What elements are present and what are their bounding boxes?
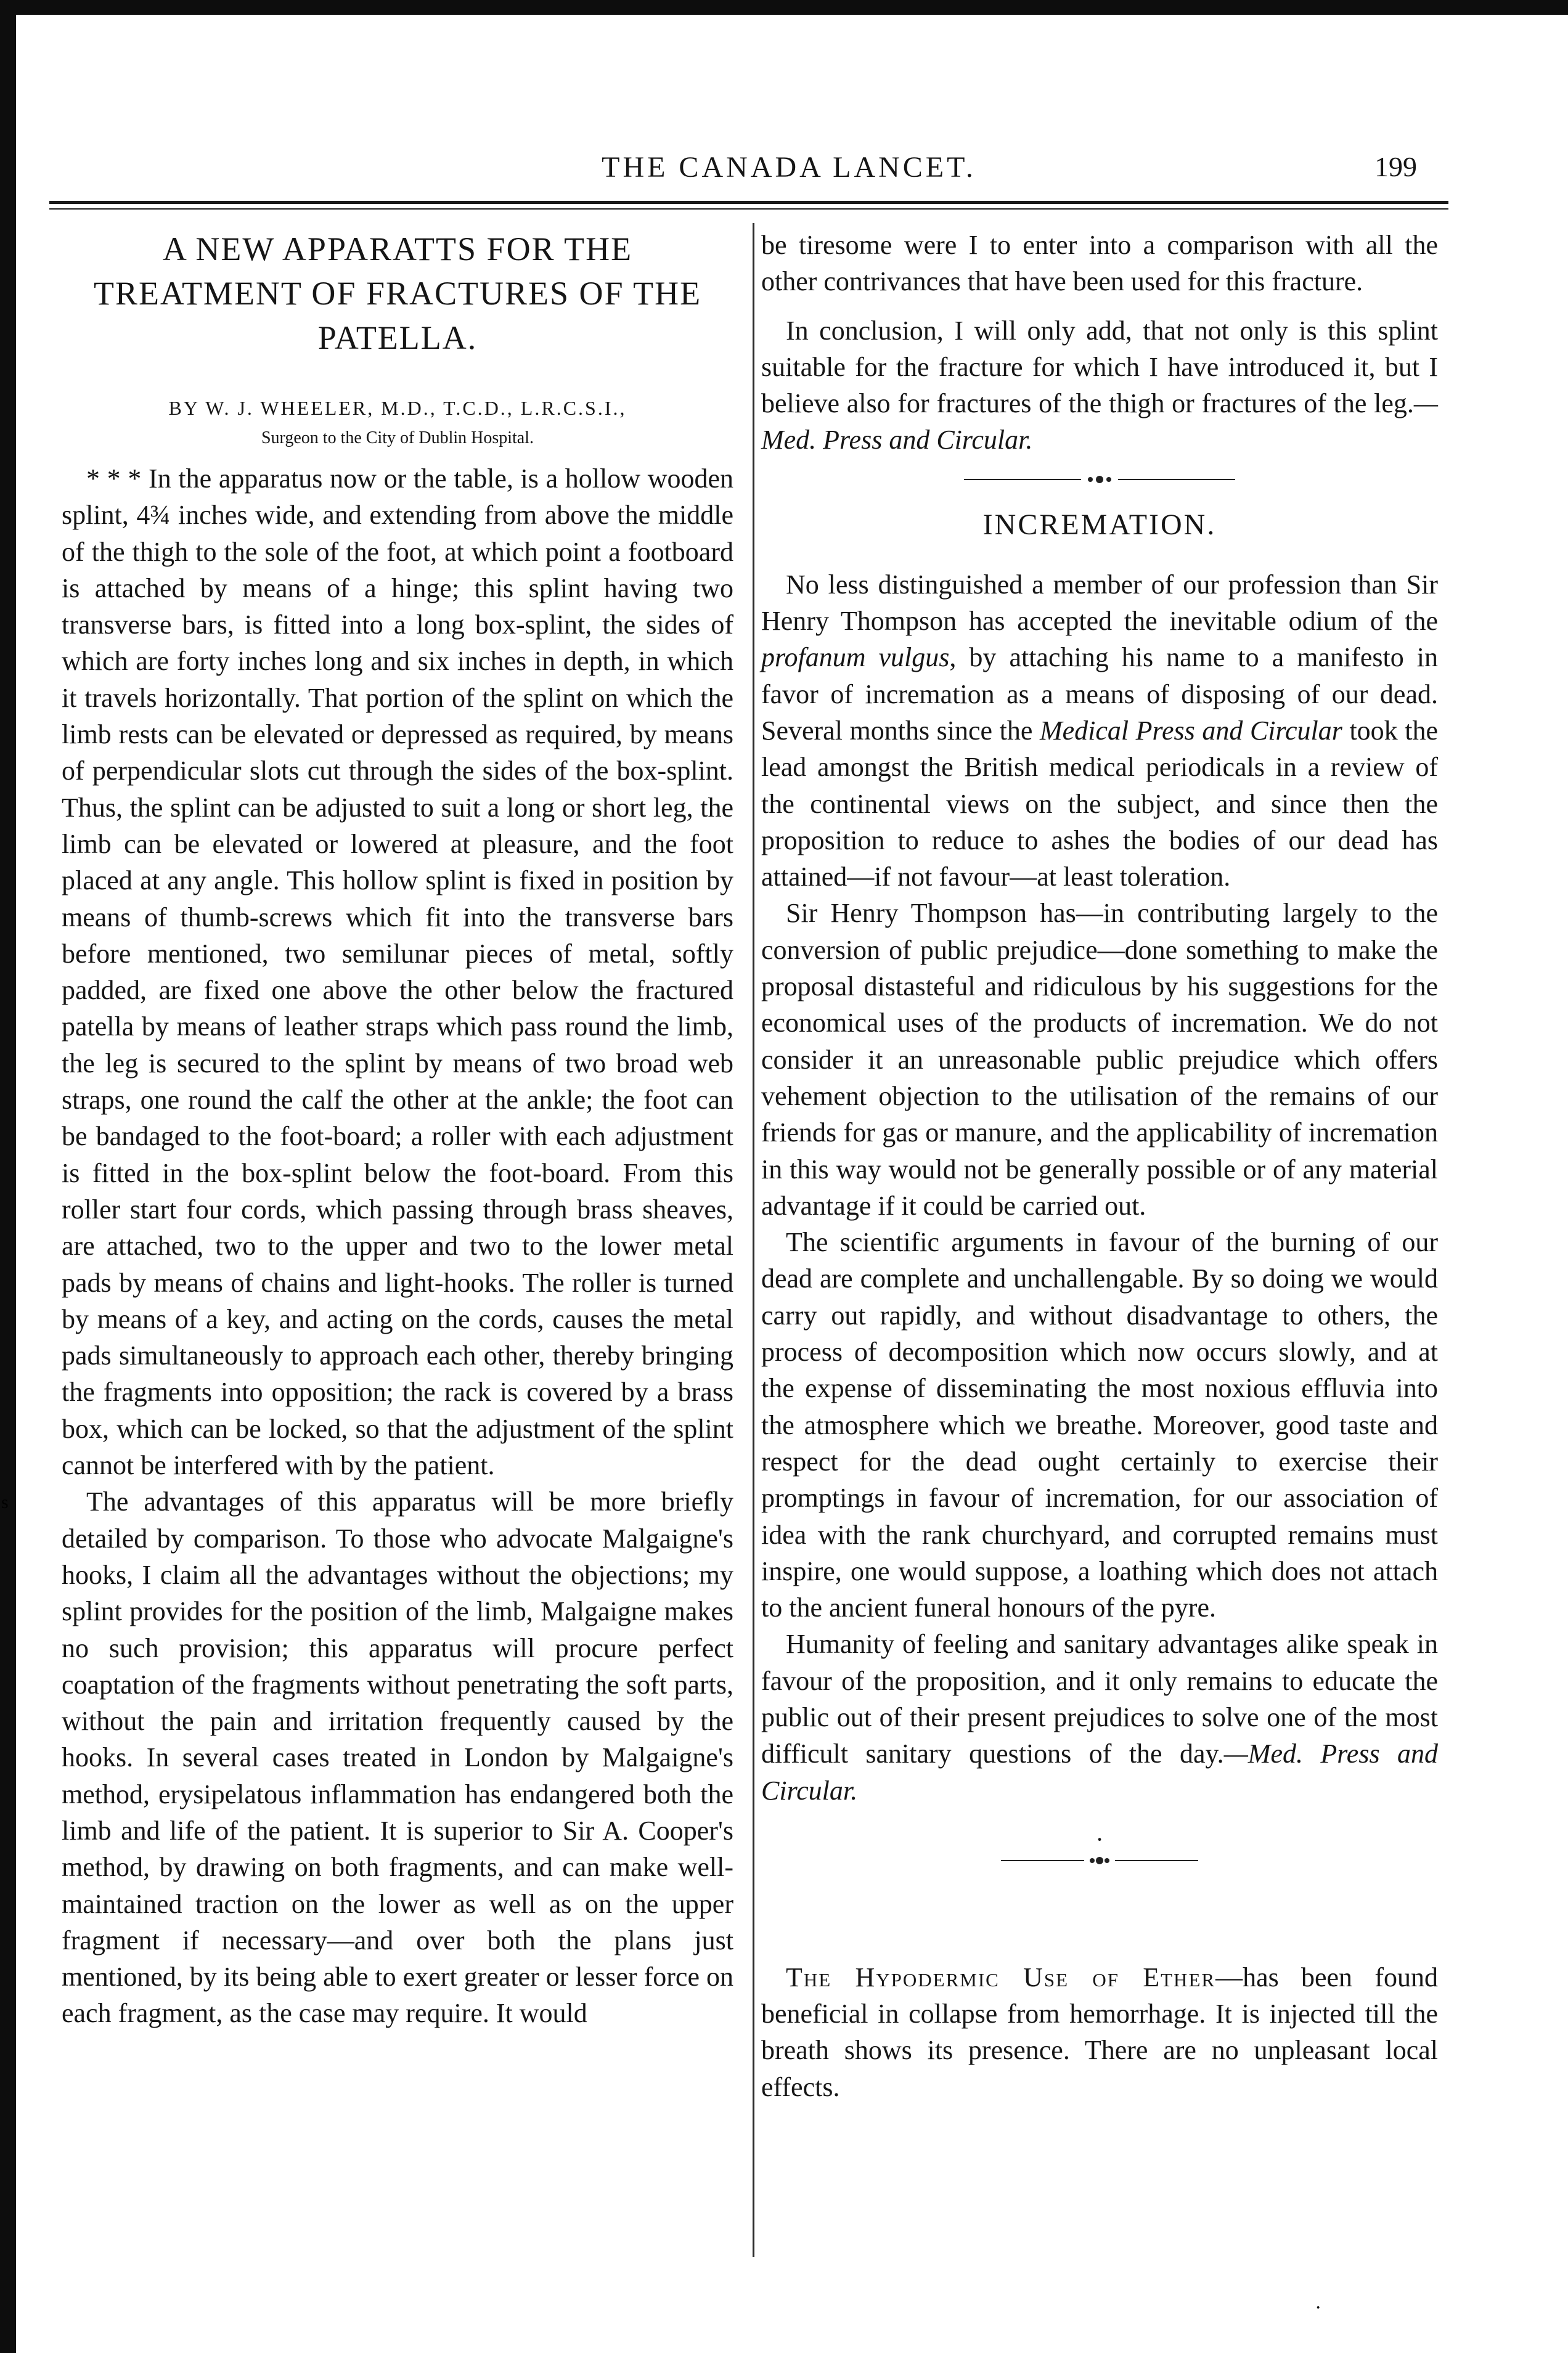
scan-border-right: [1551, 0, 1568, 12]
ether-note: [761, 1959, 1438, 2105]
author-affiliation: Surgeon to the City of Dublin Hospital.: [261, 428, 534, 447]
article-paragraph-4-text: In conclusion, I will only add, that not only is this splint suitable for the fracture for which I have introduced it, but I believe also for fractures of the thigh or fractures of the leg.: [761, 315, 1438, 419]
article-paragraph-4: [761, 312, 1438, 459]
incremation-source: —Med. Press and Circular.: [761, 1739, 1438, 1806]
section-title-incremation: INCREMATION.: [982, 508, 1217, 541]
article-title: A NEW APPARATTS FOR THE TREATMENT OF FRACTURES OF THE PATELLA.: [93, 230, 702, 356]
article-paragraph-1: * * * In the apparatus now or the table, is a hollow wooden splint, 4¾ inches wide, and extending from above the middle of the thigh to the sole of the foot, at which point a footboard is attached by means of a hinge; this splint having two transverse bars, is fitted into a long box-splint, the sides of which are forty inches long and six inches in depth, in which it travels horizontally. That portion of the splint on which the limb rests can be elevated or depressed as required, by means of perpendicular slots cut through the sides of the box-splint. Thus, the splint can be adjusted to suit a long or short leg, the limb can be elevated or lowered at pleasure, and the foot placed at any angle. This hollow splint is fixed in position by means of thumb-screws which fit into the transverse bars before mentioned, two semilunar pieces of metal, softly padded, are fixed one above the other below the fractured patella by means of leather straps which pass round the limb, the leg is secured to the splint by means of two broad web straps, one round the calf the other at the ankle; the foot can be bandaged to the foot-board; a roller with each adjustment is fitted in the box-splint below the foot-board. From this roller start four cords, which passing through brass sheaves, are attached, two to the upper and two to the lower metal pads by means of chains and light-hooks. The roller is turned by means of a key, and acting on the cords, causes the metal pads simultaneously to approach each other, thereby bringing the fragments into opposition; the rack is covered by a brass box, which can be locked, so that the adjustment of the splint cannot be interfered with by the patient.: [62, 463, 733, 1481]
margin-mark: s: [1, 1492, 9, 1512]
incremation-paragraph-4-text: Humanity of feeling and sanitary advantages alike speak in favour of the proposition, and it only remains to educate the public out of their present prejudices to solve one of the most difficult sanitary questions of the day.: [761, 1629, 1438, 1769]
running-title: THE CANADA LANCET.: [602, 151, 976, 184]
journal-name: Medical Press and Circular: [1039, 715, 1342, 746]
scan-border-top: [0, 0, 1568, 15]
left-column: [62, 227, 733, 2032]
article-source: —Med. Press and Circular.: [761, 388, 1438, 455]
latin-phrase: profanum vulgus: [761, 642, 950, 673]
incremation-paragraph-2: Sir Henry Thompson has—in contributing largely to the conversion of public prejudice—done something to make the proposal distasteful and ridiculous by his suggestions for the economical uses of the products of incremation. We do not consider it an unreasonable public prejudice which offers vehement objection to the utilisation of the remains of our friends for gas or manure, and the applicability of incremation in this way would not be generally possible or of any material advantage if it could be carried out.: [761, 898, 1438, 1221]
incremation-p1-text-a: No less distinguished a member of our profession than Sir Henry Thompson has accepted the inevitable odium of the: [761, 569, 1438, 637]
header-rule-thin: [49, 208, 1448, 210]
header-rule-thick: [49, 201, 1448, 204]
article-paragraph-2: The advantages of this apparatus will be more briefly detailed by comparison. To those who advocate Malgaigne's hooks, I claim all the advantages without the objections; my splint provides for the position of the limb, Malgaigne makes no such provision; this apparatus will procure perfect coaptation of the fragments without penetrating the soft parts, without the pain and irritation frequently caused by the hooks. In several cases treated in London by Malgaigne's method, erysipelatous inflammation has endangered both the limb and life of the patient. It is superior to Sir A. Cooper's method, by drawing on both fragments, and can make well-maintained traction on the lower as well as on the upper fragment if necessary—and over both the plans just mentioned, by its being able to exert greater or lesser force on each fragment, as the case may require. It would: [62, 1486, 733, 2029]
note-dot: ·: [1095, 1825, 1104, 1853]
scan-border-left: [0, 0, 16, 2353]
column-divider: [753, 223, 754, 2257]
article-byline: BY W. J. WHEELER, M.D., T.C.D., L.R.C.S.I.,: [168, 397, 627, 419]
note-separator-ornament: [1001, 1854, 1198, 1867]
right-column: [761, 227, 1438, 2105]
incremation-paragraph-4: [761, 1626, 1438, 1808]
stray-mark: ·: [1315, 2296, 1322, 2319]
incremation-p1-text-c: took the lead amongst the British medical periodicals in a review of the continental views on the subject, and since then the proposition to reduce to ashes the bodies of our dead has attained—if not favour—at least toleration.: [761, 715, 1439, 892]
ether-note-heading: The Hypodermic Use of Ether: [786, 1962, 1216, 1992]
section-separator-ornament: [964, 473, 1235, 486]
incremation-p1-text-b: , by attaching his name to a manifesto in favor of incremation as a means of disposing of our dead. Several months since the: [761, 642, 1438, 746]
incremation-paragraph-3: The scientific arguments in favour of the burning of our dead are complete and unchallengable. By so doing we would carry out rapidly, and without disadvantage to others, the process of decomposition which now occurs slowly, and at the expense of disseminating the most noxious effluvia into the atmosphere which we breathe. Moreover, good taste and respect for the dead ought certainly to exercise their promptings in favour of incremation, for our association of idea with the rank churchyard, and corrupted remains must inspire, one would suppose, a loathing which does not attach to the ancient funeral honours of the pyre.: [761, 1227, 1438, 1623]
page-number: 199: [1374, 151, 1417, 182]
ether-note-text: —has been found beneficial in collapse from hemorrhage. It is injected till the breath shows its presence. There are no unpleasant local effects.: [761, 1962, 1438, 2102]
incremation-paragraph-1: [761, 566, 1438, 895]
article-paragraph-3: be tiresome were I to enter into a comparison with all the other contrivances that have been used for this fracture.: [761, 230, 1438, 297]
